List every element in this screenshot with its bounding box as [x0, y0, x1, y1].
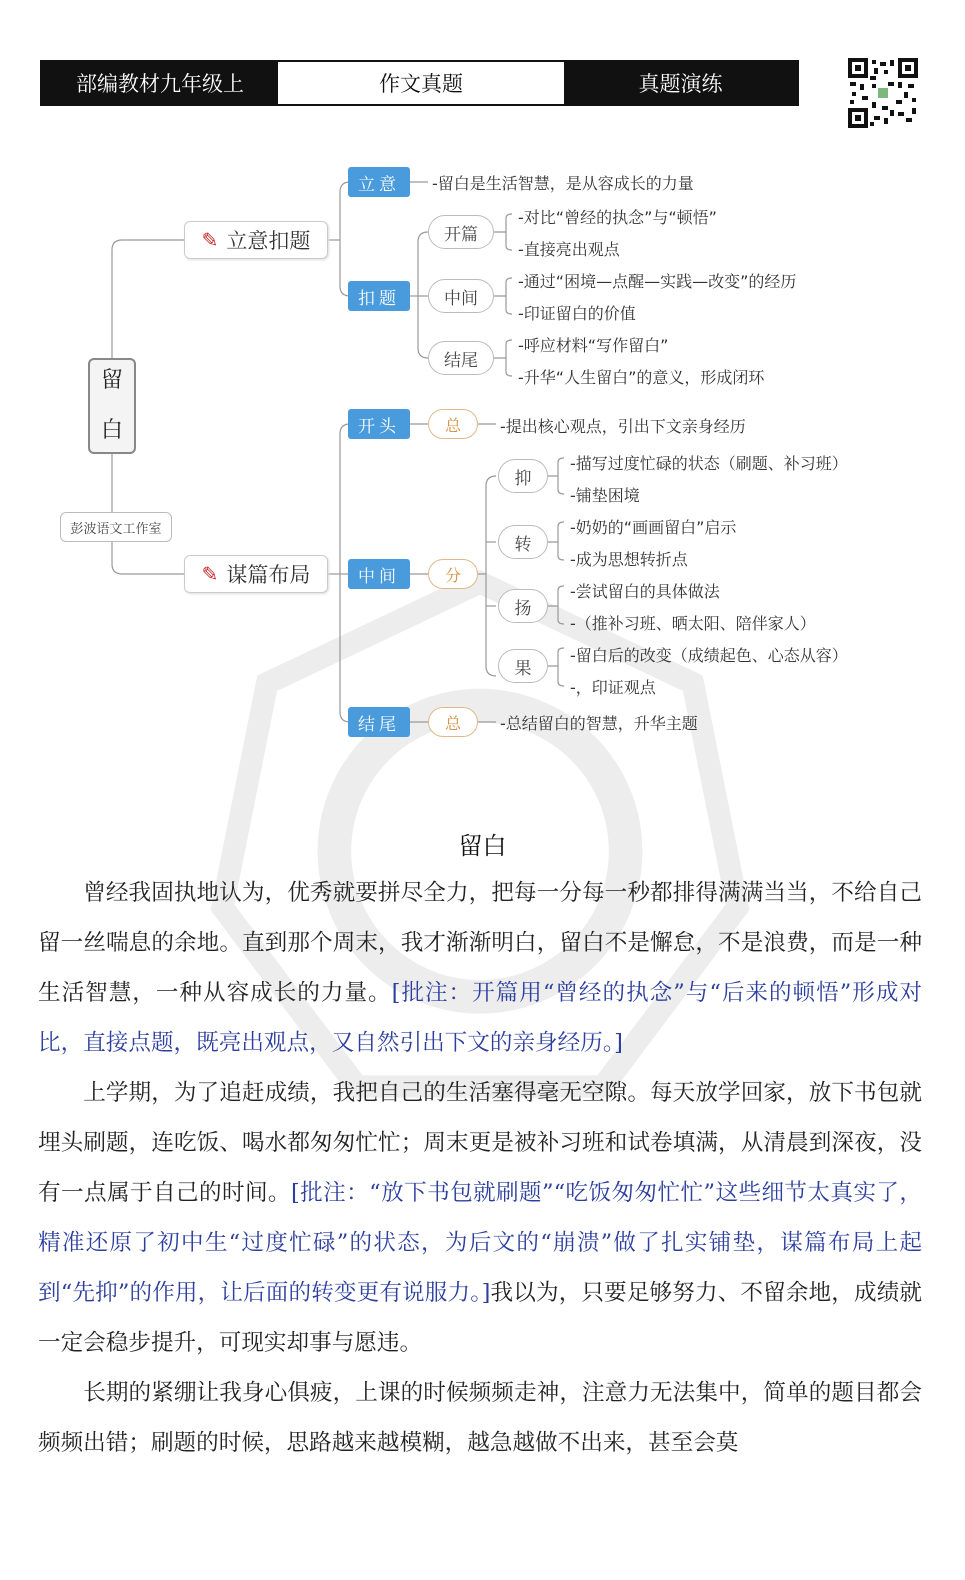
leaf-yi-2: -铺垫困境	[570, 486, 640, 505]
header-section: 真题演练	[564, 62, 797, 104]
paragraph-text: 曾经我固执地认为，优秀就要拼尽全力，把每一分每一秒都排得满满当当，不给自己留一丝喘息的余地。直到那个周末，我才渐渐明白，留白不是懈怠，不是浪费，而是一种生活智慧，一种从容成长的力量。	[38, 880, 922, 1006]
leaf-zhongjian-1: -通过“困境—点醒—实践—改变”的经历	[518, 272, 797, 291]
node-zhuan: 转	[498, 525, 548, 559]
leaf-jiewei-3: -总结留白的智慧，升华主题	[500, 714, 698, 733]
tag-fen: 分	[428, 559, 478, 589]
root-char-2: 白	[100, 418, 123, 443]
pencil-icon: ✎	[201, 228, 219, 252]
leaf-yang-1: -尝试留白的具体做法	[570, 582, 720, 601]
node-liyi: 立意	[348, 167, 410, 197]
leaf-guo-2: -，印证观点	[570, 678, 656, 697]
essay-paragraph-2	[38, 1068, 922, 1368]
leaf-zhuan-1: -奶奶的“画画留白”启示	[570, 518, 737, 537]
tag-zong-1: 总	[428, 409, 478, 439]
node-yi: 抑	[498, 459, 548, 493]
paragraph-text: 长期的紧绷让我身心俱疲，上课的时候频频走神，注意力无法集中，简单的题目都会频频出错；刷题的时候，思路越来越模糊，越急越做不出来，甚至会莫	[38, 1380, 922, 1456]
qr-code-icon	[848, 58, 918, 128]
essay-paragraph-1	[38, 868, 922, 1068]
mindmap-root	[88, 358, 136, 454]
header-bar	[40, 60, 799, 106]
node-yang: 扬	[498, 589, 548, 623]
node-kouti: 扣题	[348, 281, 410, 311]
pencil-icon: ✎	[201, 562, 219, 586]
leaf-yi-1: -描写过度忙碌的状态（刷题、补习班）	[570, 454, 848, 473]
studio-label: 彭波语文工作室	[60, 512, 172, 542]
leaf-guo-1: -留白后的改变（成绩起色、心态从容）	[570, 646, 848, 665]
node-jiewei-2: 结尾	[348, 707, 410, 737]
leaf-kaipian-1: -对比“曾经的执念”与“顿悟”	[518, 208, 717, 227]
leaf-yang-2: -（推补习班、晒太阳、陪伴家人）	[570, 614, 816, 633]
branch-moupian-buju	[184, 555, 328, 593]
header-category: 作文真题	[278, 62, 564, 104]
essay-body	[38, 868, 922, 1468]
leaf-jiewei-1: -呼应材料“写作留白”	[518, 336, 669, 355]
annotation: [批注：“放下书包就刷题”“吃饭匆匆忙忙”这些细节太真实了，精准还原了初中生“过度忙碌”的状态，为后文的“崩溃”做了扎实铺垫，谋篇布局上起到“先抑”的作用，让后面的转变更有说服力。]	[38, 1180, 922, 1306]
node-kaipian: 开篇	[428, 215, 494, 249]
tag-zong-2: 总	[428, 707, 478, 737]
branch-liyi-kouti	[184, 221, 328, 259]
paragraph-text: 上学期，为了追赶成绩，我把自己的生活塞得毫无空隙。每天放学回家，放下书包就埋头刷题，连吃饭、喝水都匆匆忙忙；周末更是被补习班和试卷填满，从清晨到深夜，没有一点属于自己的时间。	[38, 1080, 922, 1206]
node-jiewei-1: 结尾	[428, 341, 494, 375]
header-grade: 部编教材九年级上	[42, 62, 278, 104]
essay-title: 留白	[458, 832, 507, 860]
root-char-1: 留	[100, 368, 123, 393]
annotation: [批注：开篇用“曾经的执念”与“后来的顿悟”形成对比，直接点题，既亮出观点，又自然引出下文的亲身经历。]	[38, 980, 922, 1056]
leaf-kaitou: -提出核心观点，引出下文亲身经历	[500, 417, 746, 436]
node-zhongjian-2: 中间	[348, 559, 410, 589]
branch-label: 谋篇布局	[226, 563, 311, 587]
node-kaitou: 开头	[348, 409, 410, 439]
leaf-liyi: -留白是生活智慧，是从容成长的力量	[432, 174, 694, 193]
paragraph-text-tail: 我以为，只要足够努力、不留余地，成绩就一定会稳步提升，可现实却事与愿违。	[38, 1280, 923, 1356]
leaf-kaipian-2: -直接亮出观点	[518, 240, 620, 259]
essay-paragraph-3	[38, 1368, 922, 1468]
leaf-jiewei-2: -升华“人生留白”的意义，形成闭环	[518, 368, 765, 387]
leaf-zhuan-2: -成为思想转折点	[570, 550, 688, 569]
node-guo: 果	[498, 649, 548, 683]
leaf-zhongjian-2: -印证留白的价值	[518, 304, 636, 323]
branch-label: 立意扣题	[226, 229, 311, 253]
node-zhongjian-1: 中间	[428, 279, 494, 313]
